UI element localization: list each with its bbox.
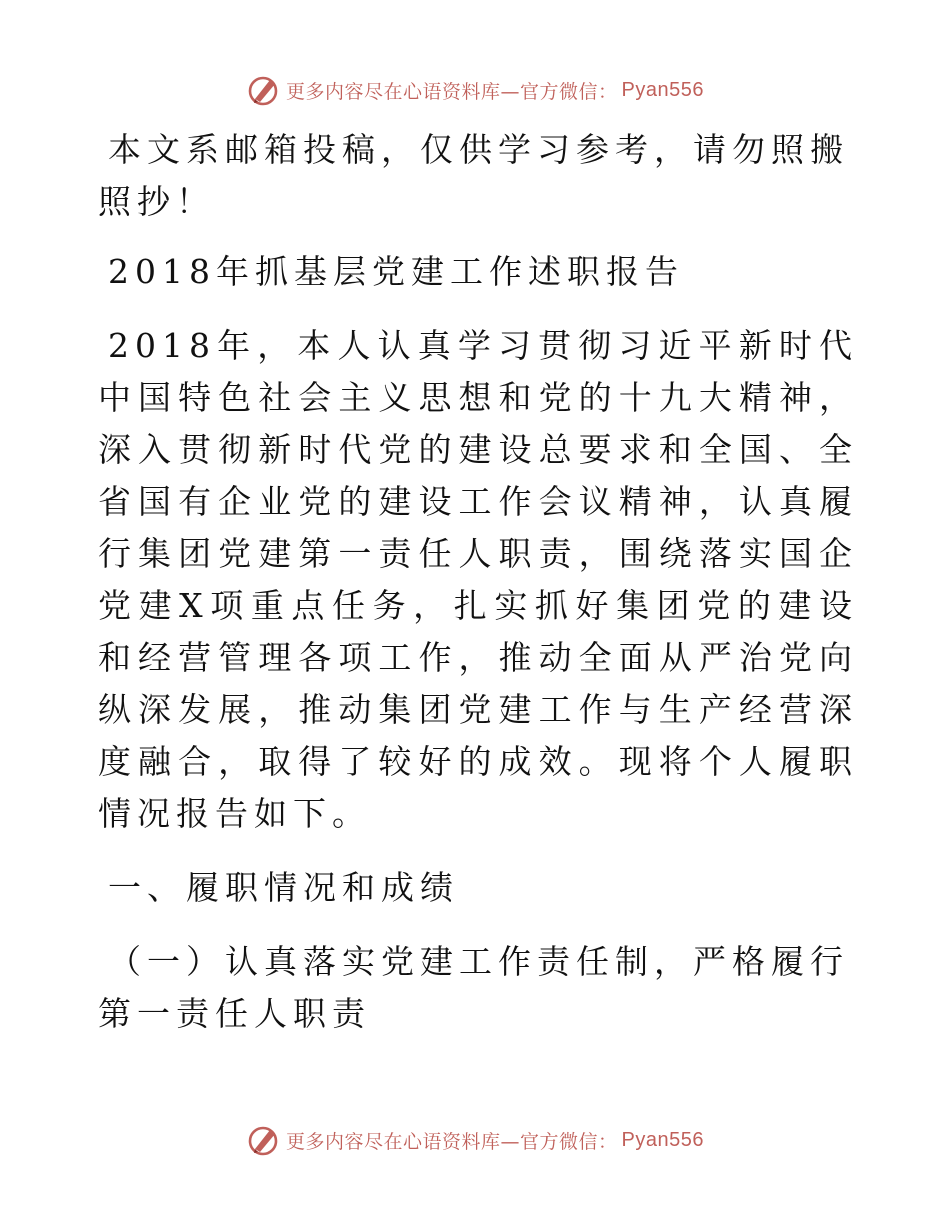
- watermark-text: 更多内容尽在心语资料库—官方微信：: [286, 80, 618, 103]
- watermark-wechat-id: Pyan556: [621, 1128, 704, 1151]
- watermark-text: 更多内容尽在心语资料库—官方微信：: [286, 1130, 618, 1153]
- pen-logo-icon: [246, 1122, 282, 1158]
- watermark-wechat-id: Pyan556: [621, 78, 704, 101]
- pen-logo-icon: [246, 72, 282, 108]
- document-title: 2018年抓基层党建工作述职报告: [108, 252, 684, 291]
- intro-paragraph: 2018年，本人认真学习贯彻习近平新时代中国特色社会主义思想和党的十九大精神，深入贯彻新时代党的建设总要求和全国、全省国有企业党的建设工作会议精神，认真履行集团党建第一责任人职责，围绕落实国企党建X项重点任务，扎实抓好集团党的建设和经营管理各项工作，推动全面从严治党向纵深发展，推动集团党建工作与生产经营深度融合，取得了较好的成效。现将个人履职情况报告如下。: [98, 326, 858, 833]
- subsection-heading: （一）认真落实党建工作责任制，严格履行第一责任人职责: [98, 942, 849, 1033]
- document-body: [98, 120, 858, 1040]
- section-heading: 一、履职情况和成绩: [108, 868, 459, 907]
- watermark-footer: [0, 1120, 950, 1160]
- copy-notice: 本文系邮箱投稿，仅供学习参考，请勿照搬照抄！: [98, 130, 849, 221]
- watermark-header: [0, 70, 950, 110]
